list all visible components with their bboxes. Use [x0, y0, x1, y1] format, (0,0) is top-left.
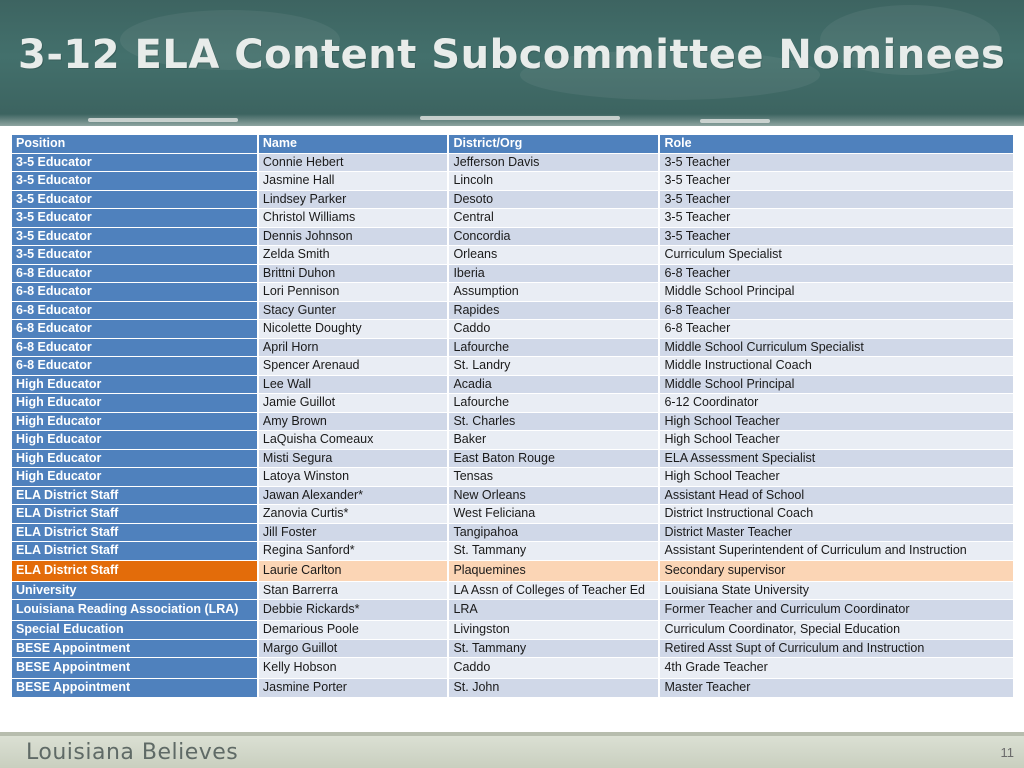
cell-name: Zanovia Curtis* [259, 505, 448, 523]
chalkboard-header [0, 0, 1024, 126]
cell-district: Jefferson Davis [449, 154, 658, 172]
cell-role: 4th Grade Teacher [660, 658, 1013, 678]
cell-position: 6-8 Educator [12, 302, 257, 320]
cell-role: 6-8 Teacher [660, 320, 1013, 338]
cell-role: Middle School Principal [660, 376, 1013, 394]
cell-position: 6-8 Educator [12, 265, 257, 283]
cell-district: Caddo [449, 658, 658, 678]
cell-position: 3-5 Educator [12, 246, 257, 264]
chalk-line [700, 119, 770, 123]
cell-role: High School Teacher [660, 413, 1013, 431]
header-name: Name [259, 135, 448, 153]
cell-position: ELA District Staff [12, 542, 257, 560]
chalk-line [88, 118, 238, 122]
cell-position: ELA District Staff [12, 487, 257, 505]
table-row [12, 621, 1013, 639]
cell-name: Amy Brown [259, 413, 448, 431]
cell-name: Jasmine Hall [259, 172, 448, 190]
cell-name: April Horn [259, 339, 448, 357]
cell-position: 3-5 Educator [12, 172, 257, 190]
cell-name: Nicolette Doughty [259, 320, 448, 338]
table-row [12, 413, 1013, 431]
table-header-row [12, 135, 1013, 153]
table-row [12, 582, 1013, 600]
table-row [12, 283, 1013, 301]
cell-role: District Master Teacher [660, 524, 1013, 542]
table-row [12, 394, 1013, 412]
cell-name: Lori Pennison [259, 283, 448, 301]
cell-name: Regina Sanford* [259, 542, 448, 560]
table-row [12, 431, 1013, 449]
cell-position: High Educator [12, 450, 257, 468]
cell-role: Middle Instructional Coach [660, 357, 1013, 375]
cell-role: 3-5 Teacher [660, 209, 1013, 227]
cell-position: 6-8 Educator [12, 283, 257, 301]
page-title: 3-12 ELA Content Subcommittee Nominees [18, 32, 1006, 78]
cell-position: High Educator [12, 431, 257, 449]
cell-district: St. John [449, 679, 658, 697]
cell-role: Assistant Head of School [660, 487, 1013, 505]
table-row [12, 302, 1013, 320]
cell-role: Secondary supervisor [660, 561, 1013, 581]
table-row [12, 658, 1013, 678]
cell-position: ELA District Staff [12, 561, 257, 581]
footer-divider [0, 732, 1024, 736]
cell-position: High Educator [12, 468, 257, 486]
cell-role: Curriculum Specialist [660, 246, 1013, 264]
cell-role: High School Teacher [660, 468, 1013, 486]
cell-name: Jill Foster [259, 524, 448, 542]
cell-name: LaQuisha Comeaux [259, 431, 448, 449]
table-row [12, 505, 1013, 523]
cell-district: Rapides [449, 302, 658, 320]
cell-role: 3-5 Teacher [660, 228, 1013, 246]
cell-name: Jawan Alexander* [259, 487, 448, 505]
cell-name: Jasmine Porter [259, 679, 448, 697]
table-row [12, 450, 1013, 468]
table-row [12, 228, 1013, 246]
cell-position: 6-8 Educator [12, 339, 257, 357]
cell-name: Zelda Smith [259, 246, 448, 264]
cell-name: Spencer Arenaud [259, 357, 448, 375]
cell-district: Iberia [449, 265, 658, 283]
table-row [12, 468, 1013, 486]
table-row [12, 376, 1013, 394]
table-row [12, 600, 1013, 620]
cell-district: East Baton Rouge [449, 450, 658, 468]
cell-role: 6-12 Coordinator [660, 394, 1013, 412]
cell-role: 6-8 Teacher [660, 302, 1013, 320]
cell-role: Master Teacher [660, 679, 1013, 697]
cell-district: Orleans [449, 246, 658, 264]
table-row [12, 246, 1013, 264]
cell-role: 6-8 Teacher [660, 265, 1013, 283]
table-row [12, 561, 1013, 581]
cell-role: Retired Asst Supt of Curriculum and Instruction [660, 640, 1013, 658]
cell-position: 3-5 Educator [12, 228, 257, 246]
cell-name: Brittni Duhon [259, 265, 448, 283]
table-row [12, 542, 1013, 560]
table-row [12, 265, 1013, 283]
table-row [12, 679, 1013, 697]
brand-logo-text: Louisiana Believes [26, 740, 239, 765]
cell-name: Jamie Guillot [259, 394, 448, 412]
table-row [12, 640, 1013, 658]
table-row [12, 154, 1013, 172]
cell-district: Plaquemines [449, 561, 658, 581]
cell-name: Christol Williams [259, 209, 448, 227]
cell-district: Lafourche [449, 339, 658, 357]
cell-position: BESE Appointment [12, 679, 257, 697]
cell-role: District Instructional Coach [660, 505, 1013, 523]
cell-name: Lee Wall [259, 376, 448, 394]
cell-role: Former Teacher and Curriculum Coordinator [660, 600, 1013, 620]
header-district: District/Org [449, 135, 658, 153]
cell-district: St. Tammany [449, 542, 658, 560]
cell-district: LRA [449, 600, 658, 620]
cell-role: 3-5 Teacher [660, 154, 1013, 172]
table-row [12, 487, 1013, 505]
table-row [12, 209, 1013, 227]
cell-position: 6-8 Educator [12, 357, 257, 375]
cell-name: Stan Barrerra [259, 582, 448, 600]
cell-role: Assistant Superintendent of Curriculum and Instruction [660, 542, 1013, 560]
table-row [12, 172, 1013, 190]
table-body [12, 154, 1013, 697]
cell-position: High Educator [12, 413, 257, 431]
cell-district: West Feliciana [449, 505, 658, 523]
cell-role: Curriculum Coordinator, Special Education [660, 621, 1013, 639]
cell-position: BESE Appointment [12, 640, 257, 658]
cell-district: St. Landry [449, 357, 658, 375]
cell-position: High Educator [12, 394, 257, 412]
cell-name: Connie Hebert [259, 154, 448, 172]
cell-role: 3-5 Teacher [660, 172, 1013, 190]
cell-name: Dennis Johnson [259, 228, 448, 246]
cell-name: Latoya Winston [259, 468, 448, 486]
cell-role: Louisiana State University [660, 582, 1013, 600]
cell-district: Baker [449, 431, 658, 449]
table-row [12, 320, 1013, 338]
cell-name: Margo Guillot [259, 640, 448, 658]
cell-district: Lafourche [449, 394, 658, 412]
cell-position: 3-5 Educator [12, 191, 257, 209]
cell-district: New Orleans [449, 487, 658, 505]
chalk-line [420, 116, 620, 120]
cell-name: Demarious Poole [259, 621, 448, 639]
cell-position: BESE Appointment [12, 658, 257, 678]
table-row [12, 339, 1013, 357]
header-role: Role [660, 135, 1013, 153]
cell-position: 6-8 Educator [12, 320, 257, 338]
cell-position: Louisiana Reading Association (LRA) [12, 600, 257, 620]
nominees-table [10, 134, 1015, 698]
cell-position: ELA District Staff [12, 505, 257, 523]
cell-name: Debbie Rickards* [259, 600, 448, 620]
cell-name: Lindsey Parker [259, 191, 448, 209]
cell-role: ELA Assessment Specialist [660, 450, 1013, 468]
cell-role: Middle School Curriculum Specialist [660, 339, 1013, 357]
cell-name: Stacy Gunter [259, 302, 448, 320]
cell-position: Special Education [12, 621, 257, 639]
cell-district: Central [449, 209, 658, 227]
cell-name: Laurie Carlton [259, 561, 448, 581]
cell-role: 3-5 Teacher [660, 191, 1013, 209]
cell-position: University [12, 582, 257, 600]
cell-position: High Educator [12, 376, 257, 394]
cell-role: High School Teacher [660, 431, 1013, 449]
table-row [12, 191, 1013, 209]
cell-district: Tangipahoa [449, 524, 658, 542]
page-number: 11 [1000, 745, 1014, 760]
cell-district: LA Assn of Colleges of Teacher Ed [449, 582, 658, 600]
cell-name: Misti Segura [259, 450, 448, 468]
cell-district: Lincoln [449, 172, 658, 190]
cell-district: Livingston [449, 621, 658, 639]
cell-district: Tensas [449, 468, 658, 486]
cell-district: St. Tammany [449, 640, 658, 658]
cell-position: 3-5 Educator [12, 209, 257, 227]
cell-district: St. Charles [449, 413, 658, 431]
cell-district: Assumption [449, 283, 658, 301]
cell-position: ELA District Staff [12, 524, 257, 542]
cell-district: Desoto [449, 191, 658, 209]
cell-district: Concordia [449, 228, 658, 246]
cell-district: Acadia [449, 376, 658, 394]
header-position: Position [12, 135, 257, 153]
table-row [12, 357, 1013, 375]
cell-role: Middle School Principal [660, 283, 1013, 301]
cell-name: Kelly Hobson [259, 658, 448, 678]
cell-position: 3-5 Educator [12, 154, 257, 172]
cell-district: Caddo [449, 320, 658, 338]
table-row [12, 524, 1013, 542]
